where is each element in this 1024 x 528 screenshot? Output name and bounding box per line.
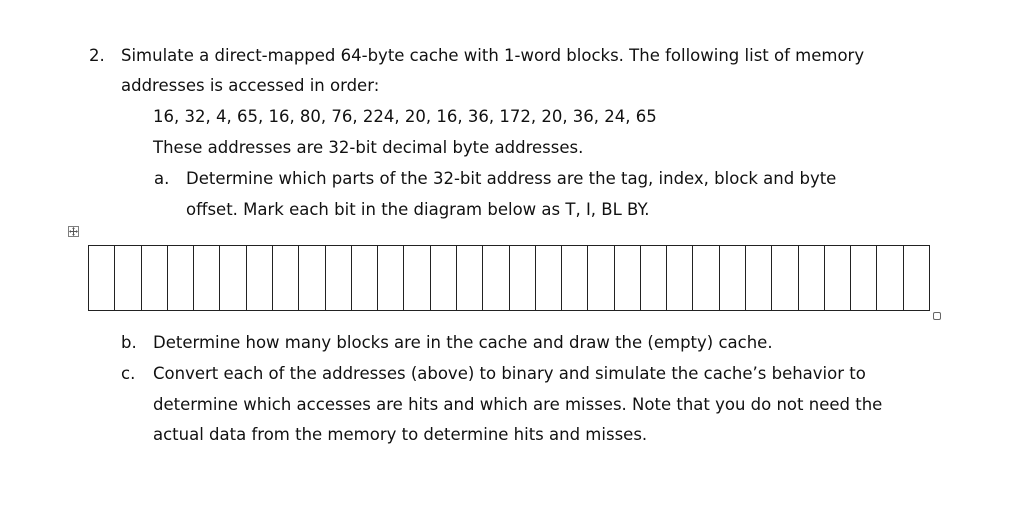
bit-cell[interactable]: [588, 246, 614, 310]
part-c-text-line-3: actual data from the memory to determine hits and misses.: [153, 425, 648, 444]
bit-cell[interactable]: [89, 246, 115, 310]
table-move-handle-icon[interactable]: [68, 226, 79, 237]
address-note: These addresses are 32-bit decimal byte addresses.: [153, 138, 584, 157]
bit-cell[interactable]: [273, 246, 299, 310]
part-c-text-line-2: determine which accesses are hits and which are misses. Note that you do not need the: [153, 395, 883, 414]
bit-cell[interactable]: [693, 246, 719, 310]
bit-cell[interactable]: [431, 246, 457, 310]
bit-cell[interactable]: [851, 246, 877, 310]
part-a-label: a.: [154, 169, 170, 188]
question-number: 2.: [89, 46, 105, 65]
bit-cell[interactable]: [510, 246, 536, 310]
part-b-label: b.: [121, 333, 137, 352]
bit-cell[interactable]: [615, 246, 641, 310]
bit-cell[interactable]: [299, 246, 325, 310]
part-c-text-line-1: Convert each of the addresses (above) to binary and simulate the cache’s behavior to: [153, 364, 866, 383]
part-c-label: c.: [121, 364, 136, 383]
bit-cell[interactable]: [483, 246, 509, 310]
bit-cell[interactable]: [326, 246, 352, 310]
bit-cell[interactable]: [825, 246, 851, 310]
bit-cell[interactable]: [536, 246, 562, 310]
bit-cell[interactable]: [404, 246, 430, 310]
part-b-text-line-1: Determine how many blocks are in the cache and draw the (empty) cache.: [153, 333, 773, 352]
question-text-line-2: addresses is accessed in order:: [121, 76, 380, 95]
bit-cell[interactable]: [142, 246, 168, 310]
bit-cell[interactable]: [562, 246, 588, 310]
address-list: 16, 32, 4, 65, 16, 80, 76, 224, 20, 16, 36, 172, 20, 36, 24, 65: [153, 107, 657, 126]
table-resize-handle[interactable]: [933, 312, 941, 320]
bit-cell[interactable]: [247, 246, 273, 310]
bit-cell[interactable]: [378, 246, 404, 310]
bit-cell[interactable]: [720, 246, 746, 310]
bit-cell[interactable]: [168, 246, 194, 310]
bit-cell[interactable]: [641, 246, 667, 310]
bit-cell[interactable]: [667, 246, 693, 310]
bit-cell[interactable]: [115, 246, 141, 310]
bit-cell[interactable]: [772, 246, 798, 310]
part-a-text-line-2: offset. Mark each bit in the diagram below as T, I, BL BY.: [186, 200, 650, 219]
bit-cell[interactable]: [877, 246, 903, 310]
question-text-line-1: Simulate a direct-mapped 64-byte cache with 1-word blocks. The following list of memory: [121, 46, 865, 65]
bit-cell[interactable]: [746, 246, 772, 310]
bit-cell[interactable]: [799, 246, 825, 310]
part-a-text-line-1: Determine which parts of the 32-bit address are the tag, index, block and byte: [186, 169, 837, 188]
bit-cell[interactable]: [457, 246, 483, 310]
bit-cell[interactable]: [220, 246, 246, 310]
address-bit-diagram: [88, 245, 930, 311]
bit-cell[interactable]: [194, 246, 220, 310]
bit-cell[interactable]: [904, 246, 930, 310]
bit-cell[interactable]: [352, 246, 378, 310]
